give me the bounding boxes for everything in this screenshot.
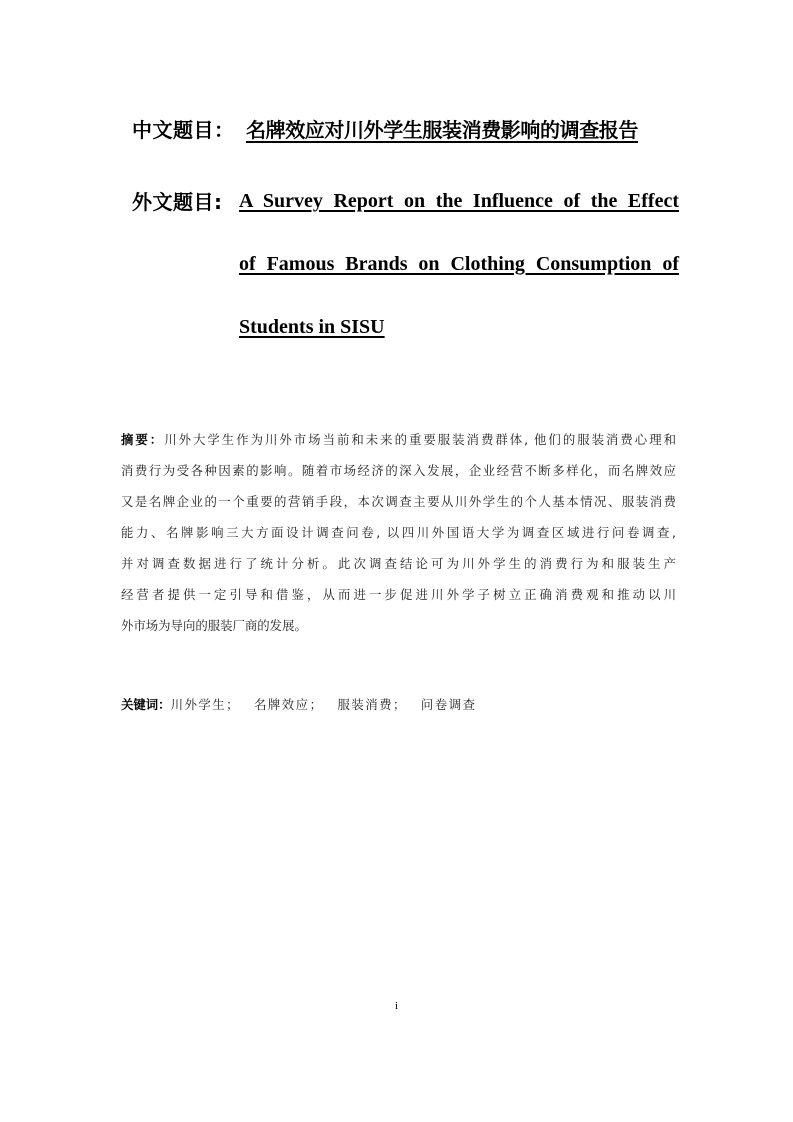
english-title-line: A Survey Report on the Influence of the Effect bbox=[239, 190, 679, 212]
keyword: 问卷调查 bbox=[420, 697, 477, 712]
chinese-title-label: 中文题目： bbox=[132, 118, 235, 142]
abstract-line: 又是名牌企业的一个重要的营销手段，本次调查主要从川外学生的个人基本情况、服装消费 bbox=[121, 494, 676, 509]
page-number: i bbox=[394, 1000, 399, 1012]
keywords-label: 关键词： bbox=[121, 697, 171, 712]
abstract-line: 外市场为导向的服装厂商的发展。 bbox=[121, 618, 307, 633]
abstract-line: 能力、名牌影响三大方面设计调查问卷, 以四川外国语大学为调查区域进行问卷调查, bbox=[121, 525, 676, 540]
english-title-line: of Famous Brands on Clothing Consumption of bbox=[239, 253, 679, 275]
abstract-line bbox=[121, 424, 676, 455]
chinese-title-row bbox=[132, 113, 677, 147]
english-title-label: 外文题目: bbox=[132, 190, 223, 214]
keywords-line bbox=[121, 694, 490, 716]
abstract-label: 摘要： bbox=[121, 432, 165, 447]
abstract-line: 经营者提供一定引导和借鉴，从而进一步促进川外学子树立正确消费观和推动以川 bbox=[121, 587, 676, 602]
keyword: 川外学生； bbox=[170, 697, 241, 712]
abstract-block bbox=[121, 424, 676, 641]
keyword: 名牌效应； bbox=[254, 697, 324, 712]
abstract-line: 消费行为受各种因素的影响。随着市场经济的深入发展，企业经营不断多样化，而名牌效应 bbox=[121, 463, 676, 478]
keyword: 服装消费； bbox=[337, 697, 407, 712]
english-title-line: Students in SISU bbox=[239, 316, 385, 338]
chinese-title: 名牌效应对川外学生服装消费影响的调查报告 bbox=[246, 118, 638, 142]
abstract-text: 川外大学生作为川外市场当前和未来的重要服装消费群体, 他们的服装消费心理和 bbox=[164, 432, 676, 447]
abstract-line: 并对调查数据进行了统计分析。此次调查结论可为川外学生的消费行为和服装生产 bbox=[121, 556, 676, 571]
